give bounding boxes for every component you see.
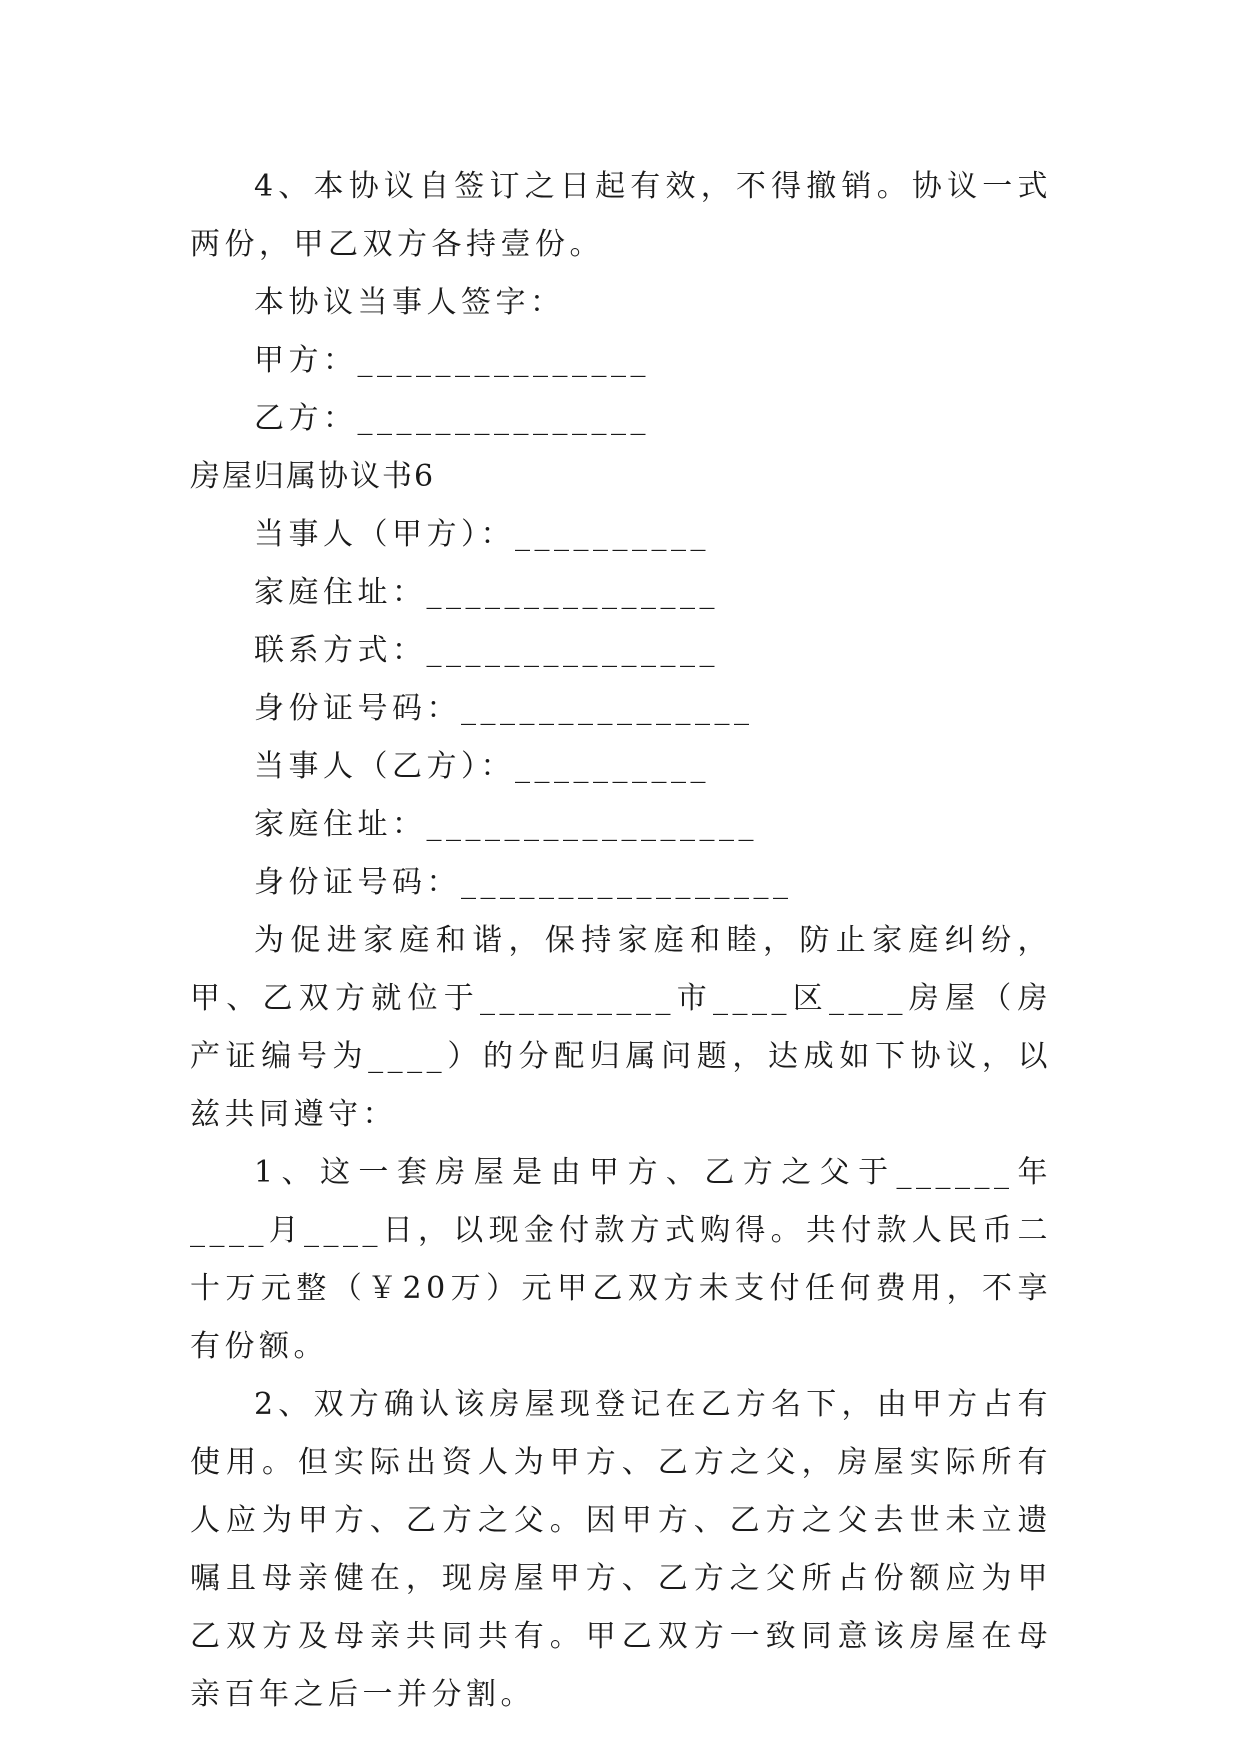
preamble: 为促进家庭和谐，保持家庭和睦，防止家庭纠纷，甲、乙双方就位于__________市____区____房屋（房产证编号为____）的分配归属问题，达成如下协议，以兹共同遵守： — [190, 923, 1052, 1132]
party-a-id-number: 身份证号码：_______________ — [254, 691, 754, 726]
party-b-name: 当事人（乙方）：__________ — [254, 749, 710, 784]
party-a-contact: 联系方式：_______________ — [254, 633, 719, 668]
party-a-address: 家庭住址：_______________ — [254, 575, 719, 610]
party-a-name: 当事人（甲方）：__________ — [254, 517, 710, 552]
clause-4-effect: 4、本协议自签订之日起有效，不得撤销。协议一式两份，甲乙双方各持壹份。 — [190, 169, 1052, 262]
signature-heading: 本协议当事人签字： — [254, 285, 565, 320]
party-b-address: 家庭住址：_________________ — [254, 807, 758, 842]
party-a-signature: 甲方：_______________ — [254, 343, 650, 378]
clause-2: 2、双方确认该房屋现登记在乙方名下，由甲方占有使用。但实际出资人为甲方、乙方之父，房屋实际所有人应为甲方、乙方之父。因甲方、乙方之父去世未立遗嘱且母亲健在，现房屋甲方、乙方之父所占份额应为甲乙双方及母亲共同共有。甲乙双方一致同意该房屋在母亲百年之后一并分割。 — [190, 1387, 1052, 1712]
document-body — [190, 158, 1052, 1724]
clause-1: 1、这一套房屋是由甲方、乙方之父于______年____月____日，以现金付款方式购得。共付款人民币二十万元整（￥20万）元甲乙双方未支付任何费用，不享有份额。 — [190, 1155, 1052, 1364]
party-b-signature: 乙方：_______________ — [254, 401, 650, 436]
party-b-id-number: 身份证号码：_________________ — [254, 865, 793, 900]
agreement-title: 房屋归属协议书6 — [190, 459, 436, 494]
